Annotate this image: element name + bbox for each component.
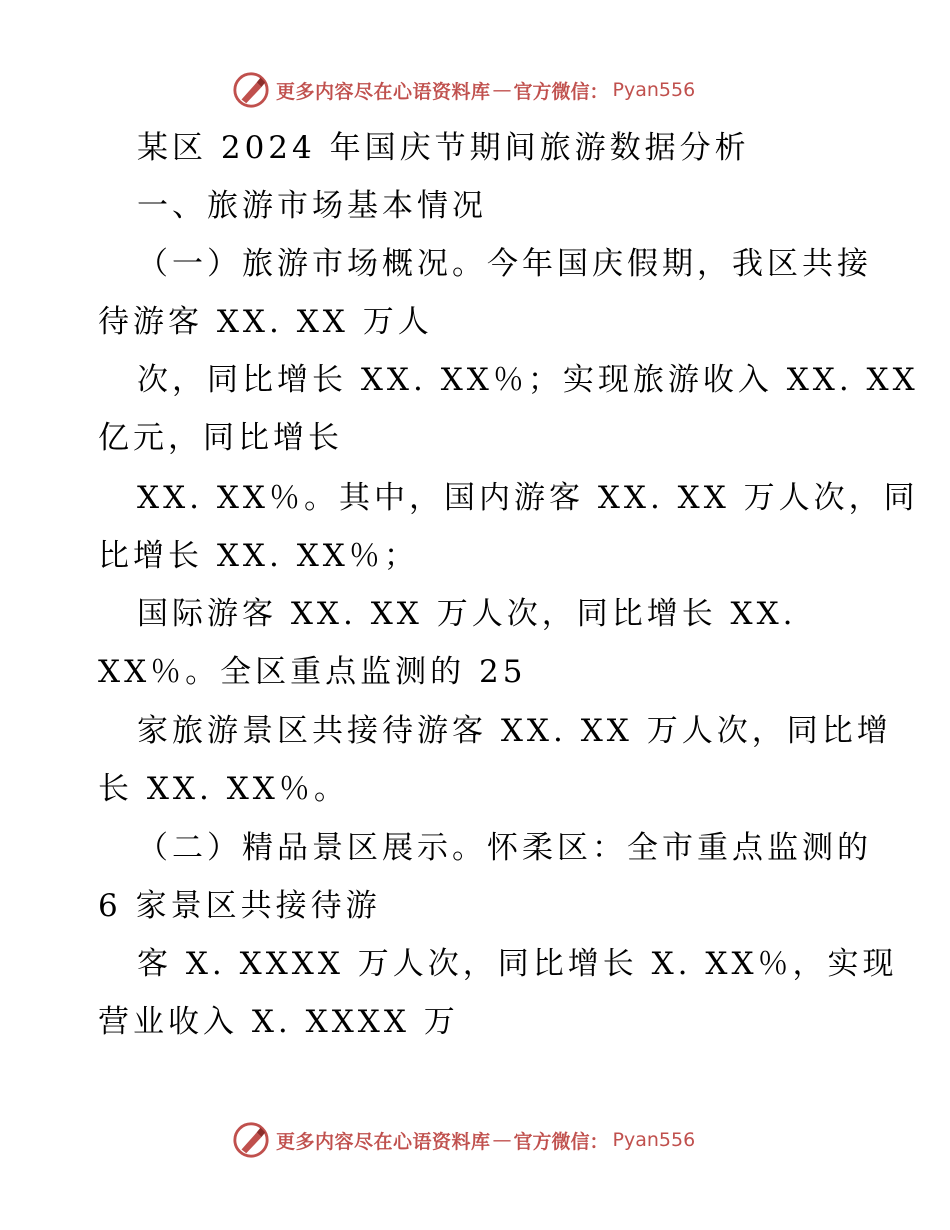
pen-logo-icon bbox=[232, 1121, 270, 1159]
text-line: 次，同比增长 XX. XX％；实现旅游收入 XX. XX bbox=[137, 362, 919, 398]
text-line: XX％。全区重点监测的 25 bbox=[98, 654, 527, 690]
text-line: 国际游客 XX. XX 万人次，同比增长 XX. bbox=[137, 596, 797, 632]
banner-wechat-label: 官方微信： bbox=[513, 80, 609, 103]
text-line: （二）精品景区展示。怀柔区：全市重点监测的 bbox=[137, 830, 872, 866]
banner-slogan: 更多内容尽在心语资料库 bbox=[276, 1130, 491, 1153]
footer-banner bbox=[232, 1120, 695, 1160]
text-line: 亿元，同比增长 bbox=[98, 420, 343, 456]
banner-wechat-id: Pyan556 bbox=[612, 1129, 696, 1151]
text-line: 长 XX. XX％。 bbox=[98, 771, 349, 807]
pen-logo-icon bbox=[232, 71, 270, 109]
text-line: 比增长 XX. XX％； bbox=[98, 538, 419, 574]
text-line: 待游客 XX. XX 万人 bbox=[98, 304, 433, 340]
text-line: XX. XX％。其中，国内游客 XX. XX 万人次，同 bbox=[137, 480, 919, 516]
document-title: 某区 2024 年国庆节期间旅游数据分析 bbox=[137, 130, 750, 166]
banner-slogan: 更多内容尽在心语资料库 bbox=[276, 80, 491, 103]
text-line: 6 家景区共接待游 bbox=[98, 888, 381, 924]
text-line: 家旅游景区共接待游客 XX. XX 万人次，同比增 bbox=[137, 713, 892, 749]
text-line: 营业收入 X. XXXX 万 bbox=[98, 1004, 459, 1040]
text-line: 客 X. XXXX 万人次，同比增长 X. XX％，实现 bbox=[137, 946, 898, 982]
section-heading: 一、旅游市场基本情况 bbox=[137, 188, 487, 224]
text-line: （一）旅游市场概况。今年国庆假期，我区共接 bbox=[137, 246, 872, 282]
banner-wechat-label: 官方微信： bbox=[513, 1130, 609, 1153]
header-banner bbox=[232, 70, 695, 110]
banner-dash: — bbox=[492, 79, 512, 101]
banner-dash: — bbox=[492, 1129, 512, 1151]
banner-wechat-id: Pyan556 bbox=[612, 79, 696, 101]
